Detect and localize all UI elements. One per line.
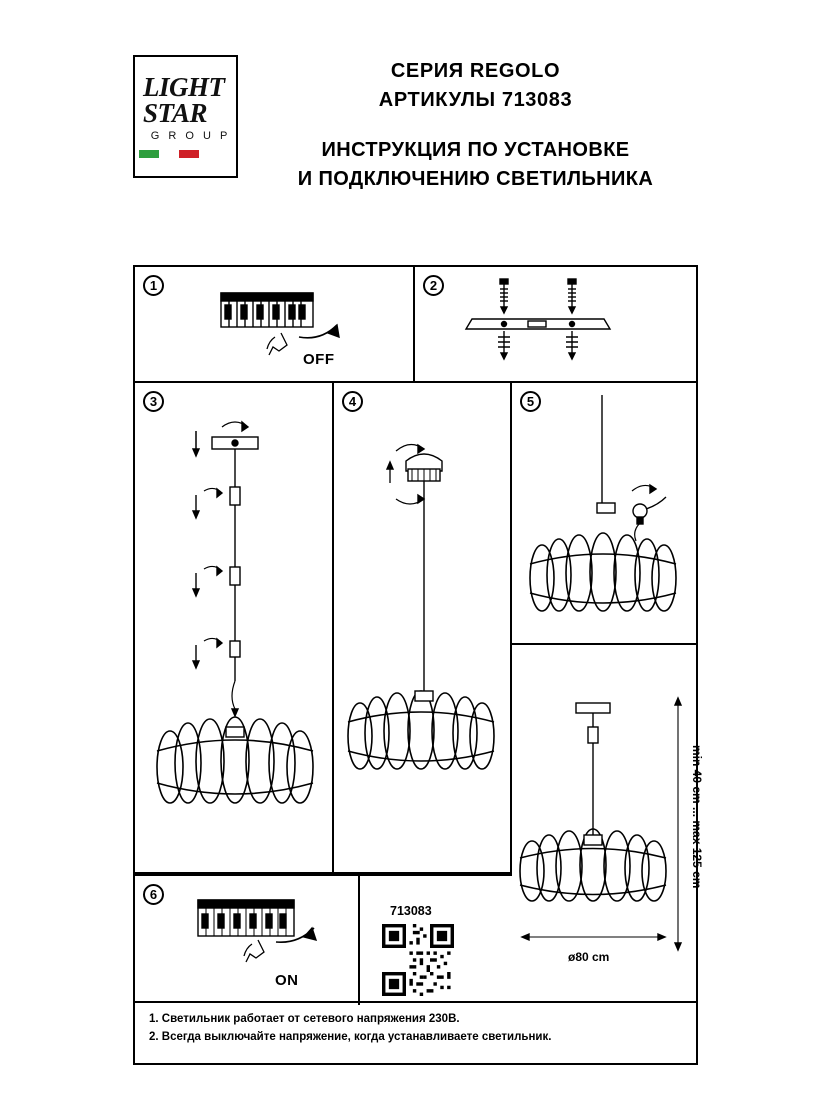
diameter-dimension-label: ø80 cm bbox=[568, 950, 610, 964]
note-line-2: 2. Всегда выключайте напряжение, когда устанавливаете светильник. bbox=[149, 1031, 552, 1043]
step-number-2: 2 bbox=[423, 275, 444, 296]
step-number-1: 1 bbox=[143, 275, 164, 296]
step-2-illustration bbox=[460, 267, 650, 379]
series-name: СЕРИЯ REGOLO bbox=[390, 60, 561, 82]
note-line-1: 1. Светильник работает от сетевого напряжения 230В. bbox=[149, 1013, 460, 1025]
height-dimension-label: min 40 cm ... max 125 cm bbox=[690, 745, 704, 889]
brand-logo bbox=[133, 55, 238, 178]
qr-code-icon bbox=[382, 924, 454, 996]
step-2-cell bbox=[415, 267, 696, 383]
step-1-label: OFF bbox=[303, 351, 335, 368]
instruction-title-line-2: И ПОДКЛЮЧЕНИЮ СВЕТИЛЬНИКА bbox=[297, 168, 654, 190]
dimensions-cell bbox=[512, 645, 704, 1005]
step-4-illustration bbox=[334, 391, 512, 871]
step-number-4: 4 bbox=[342, 391, 363, 412]
notes-block bbox=[135, 1001, 696, 1063]
step-4-cell bbox=[334, 383, 512, 874]
step-3-illustration bbox=[140, 391, 330, 871]
qr-cell bbox=[360, 874, 512, 1005]
step-6-cell bbox=[135, 874, 360, 1005]
step-5-cell bbox=[512, 383, 696, 645]
instruction-title-line-1: ИНСТРУКЦИЯ ПО УСТАНОВКЕ bbox=[321, 139, 630, 161]
logo-line-1: LIGHT bbox=[143, 72, 225, 103]
step-number-5: 5 bbox=[520, 391, 541, 412]
step-number-3: 3 bbox=[143, 391, 164, 412]
step-3-cell bbox=[135, 383, 334, 874]
logo-group-text: G R O U P bbox=[150, 129, 231, 142]
step-6-label: ON bbox=[275, 972, 299, 989]
step-1-cell bbox=[135, 267, 415, 383]
article-numbers: АРТИКУЛЫ 713083 bbox=[378, 89, 573, 111]
step-number-6: 6 bbox=[143, 884, 164, 905]
article-code: 713083 bbox=[390, 904, 432, 918]
page-header bbox=[133, 55, 698, 205]
header-text-block bbox=[253, 57, 698, 193]
logo-line-2: STAR bbox=[143, 98, 208, 128]
steps-frame bbox=[133, 265, 704, 1065]
dimensions-illustration bbox=[502, 675, 686, 975]
italy-flag-icon bbox=[139, 150, 199, 158]
step-5-illustration bbox=[512, 383, 696, 643]
